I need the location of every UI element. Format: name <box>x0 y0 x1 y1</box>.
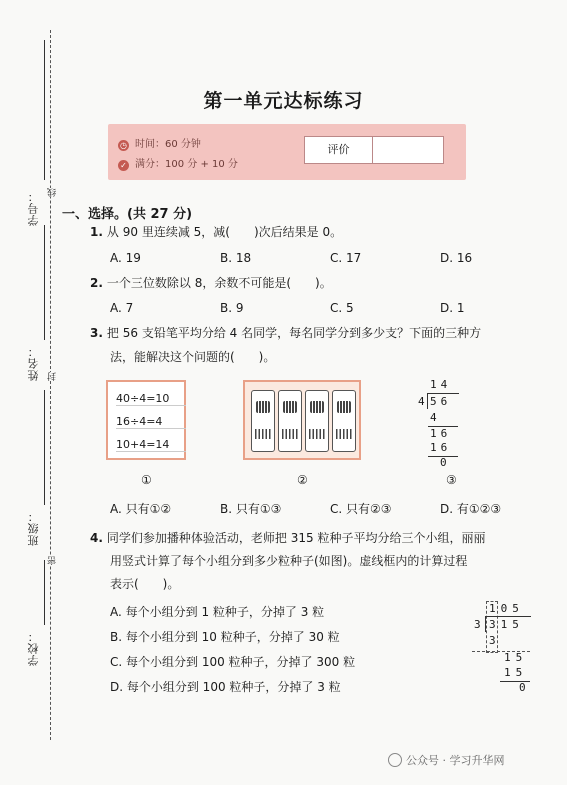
wechat-logo-icon <box>388 753 402 767</box>
q1-option-c[interactable]: C. 17 <box>330 251 362 265</box>
question-4-text-end: 表示( )。 <box>110 577 180 591</box>
score-row <box>118 155 238 171</box>
seal-mark-secret: 密 <box>48 556 58 565</box>
division-dividend: 56 <box>430 395 452 408</box>
class-underline <box>44 390 45 505</box>
stick-bundle-icon <box>283 401 297 413</box>
watermark-text: 公众号 · 学习升华网 <box>406 754 505 767</box>
loose-sticks-icon <box>255 429 271 439</box>
method-1-figure <box>106 380 186 460</box>
score-text: 满分：100 分 + 10 分 <box>135 159 238 170</box>
method-3-long-division <box>418 378 478 468</box>
division-divisor: 3 <box>474 618 481 631</box>
seal-mark-seal: 封 <box>48 372 58 381</box>
division-quotient: 14 <box>430 378 452 391</box>
counting-card-2 <box>278 390 302 452</box>
division-remainder: 0 <box>440 456 447 469</box>
method-1-label: ① <box>141 473 152 487</box>
question-1-number: 1. <box>90 225 103 239</box>
q2-option-b[interactable]: B. 9 <box>220 301 244 315</box>
stick-bundle-icon <box>256 401 270 413</box>
seal-mark-line: 线 <box>48 188 58 197</box>
school-underline <box>44 560 45 625</box>
q3-option-b[interactable]: B. 只有①③ <box>220 502 282 516</box>
clock-icon: ◷ <box>118 140 129 151</box>
loose-sticks-icon <box>309 429 325 439</box>
question-4 <box>90 530 485 546</box>
section-heading: 一、选择。(共 27 分) <box>62 207 193 222</box>
q4-option-a[interactable]: A. 每个小组分到 1 粒种子，分掉了 3 粒 <box>110 605 325 619</box>
school-label: 学校： <box>27 630 40 666</box>
method-2-figure <box>243 380 361 460</box>
name-label: 姓名： <box>27 345 40 381</box>
binding-margin <box>0 0 58 785</box>
time-row <box>118 135 201 151</box>
division-top-rule <box>485 616 531 617</box>
division-top-rule <box>427 393 459 394</box>
time-text: 时间：60 分钟 <box>135 139 201 150</box>
q3-option-c[interactable]: C. 只有②③ <box>330 502 392 516</box>
evaluation-box[interactable] <box>304 136 444 164</box>
division-step-3: 16 <box>430 441 452 454</box>
question-2 <box>90 275 332 291</box>
question-2-text: 一个三位数除以 8，余数不可能是( )。 <box>106 276 332 290</box>
q3-option-a[interactable]: A. 只有①② <box>110 502 172 516</box>
method-1-line-1: 40÷4=10 <box>116 392 186 406</box>
method-1-line-2: 16÷4=4 <box>116 415 186 429</box>
question-2-number: 2. <box>90 276 103 290</box>
question-3-text: 把 56 支铅笔平均分给 4 名同学，每名同学分到多少支？下面的三种方 <box>106 326 482 340</box>
question-1-text: 从 90 里连续减 5，减( )次后结果是 0。 <box>106 225 343 239</box>
name-field[interactable] <box>6 345 52 495</box>
question-3-number: 3. <box>90 326 103 340</box>
division-bracket <box>485 616 486 632</box>
question-4-long-division <box>470 601 540 696</box>
question-4-text-cont: 用竖式计算了每个小组分到多少粒种子(如图)。虚线框内的计算过程 <box>110 554 468 568</box>
school-field[interactable] <box>6 630 52 780</box>
question-4-number: 4. <box>90 531 103 545</box>
q1-option-b[interactable]: B. 18 <box>220 251 252 265</box>
q2-option-a[interactable]: A. 7 <box>110 301 134 315</box>
division-step-1: 3 <box>489 634 496 647</box>
student-id-label: 学号： <box>27 190 40 226</box>
q1-option-a[interactable]: A. 19 <box>110 251 141 265</box>
stick-bundle-icon <box>310 401 324 413</box>
division-step-1: 4 <box>430 411 437 424</box>
page-title: 第一单元达标练习 <box>203 90 364 112</box>
q2-option-c[interactable]: C. 5 <box>330 301 354 315</box>
evaluation-label: 评价 <box>305 137 373 163</box>
division-step-3: 15 <box>504 666 528 679</box>
division-remainder: 0 <box>519 681 526 694</box>
q2-option-d[interactable]: D. 1 <box>440 301 465 315</box>
loose-sticks-icon <box>336 429 352 439</box>
q4-option-b[interactable]: B. 每个小组分到 10 粒种子，分掉了 30 粒 <box>110 630 340 644</box>
counting-card-3 <box>305 390 329 452</box>
question-3 <box>90 325 481 341</box>
method-2-label: ② <box>297 473 308 487</box>
question-1 <box>90 224 342 240</box>
stick-bundle-icon <box>337 401 351 413</box>
division-quotient: 105 <box>489 602 524 615</box>
counting-card-4 <box>332 390 356 452</box>
division-step-2: 15 <box>504 651 528 664</box>
method-1-line-3: 10+4=14 <box>116 438 186 452</box>
name-underline <box>44 225 45 340</box>
division-bracket <box>427 393 428 409</box>
check-icon: ✓ <box>118 160 129 171</box>
question-3-text-cont: 法，能解决这个问题的( )。 <box>110 350 276 364</box>
q4-option-d[interactable]: D. 每个小组分到 100 粒种子，分掉了 3 粒 <box>110 680 341 694</box>
method-3-label: ③ <box>446 473 457 487</box>
division-dividend: 315 <box>489 618 524 631</box>
question-4-text: 同学们参加播种体验活动，老师把 315 粒种子平均分给三个小组，丽丽 <box>106 531 486 545</box>
watermark <box>388 752 505 768</box>
student-id-field[interactable] <box>6 190 52 340</box>
q4-option-c[interactable]: C. 每个小组分到 100 粒种子，分掉了 300 粒 <box>110 655 356 669</box>
loose-sticks-icon <box>282 429 298 439</box>
q3-option-d[interactable]: D. 有①②③ <box>440 502 502 516</box>
q1-option-d[interactable]: D. 16 <box>440 251 473 265</box>
class-label: 班级： <box>27 510 40 546</box>
division-divisor: 4 <box>418 395 425 408</box>
division-step-2: 16 <box>430 427 452 440</box>
counting-card-1 <box>251 390 275 452</box>
info-box <box>108 124 466 180</box>
